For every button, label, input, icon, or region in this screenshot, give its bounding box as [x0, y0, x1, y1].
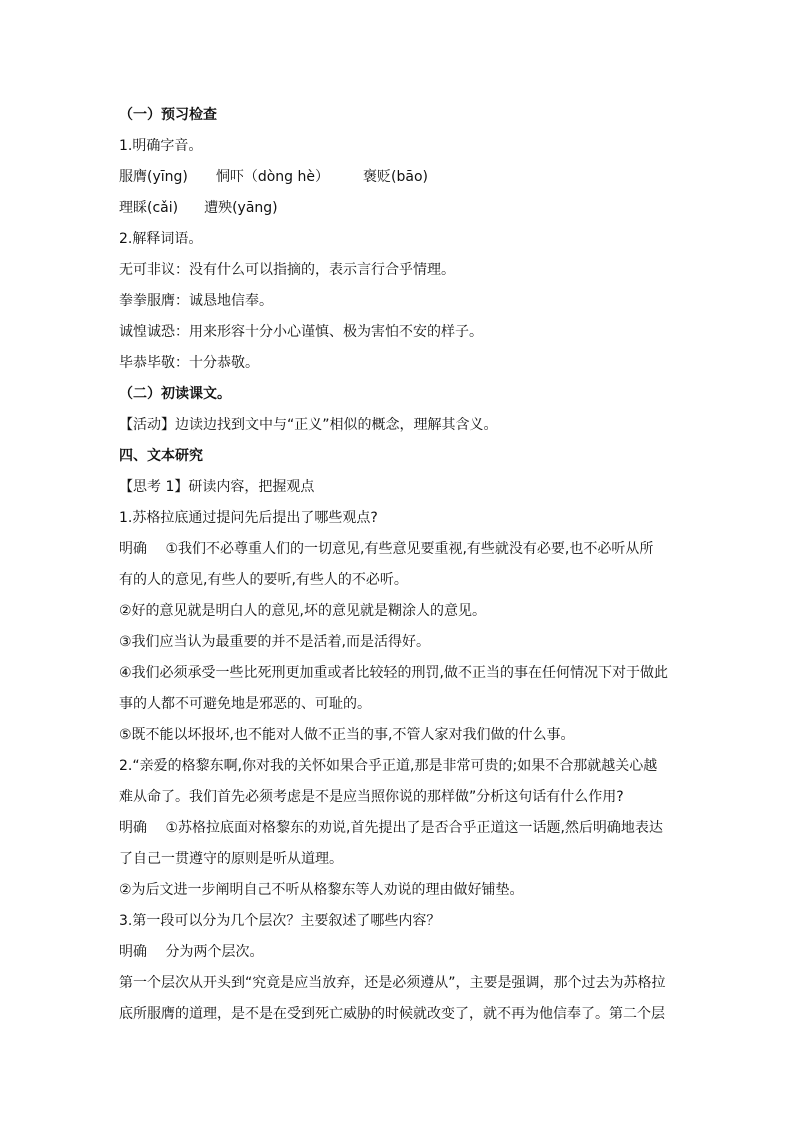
pinyin-item: 遭殃(yāng)	[204, 200, 278, 216]
think-1-heading: 【思考 1】研读内容，把握观点	[119, 479, 315, 495]
study-question-3: 3.第一段可以分为几个层次？主要叙述了哪些内容？	[119, 913, 441, 929]
answer-line: 底所服膺的道理，是不是在受到死亡威胁的时候就改变了，就不再为他信奉了。第二个层	[119, 1006, 665, 1022]
activity-text: 【活动】边读边找到文中与“正义”相似的概念，理解其含义。	[119, 417, 498, 433]
definition: 毕恭毕敬：十分恭敬。	[119, 355, 259, 371]
answer-line: ②好的意见就是明白人的意见,坏的意见就是糊涂人的意见。	[119, 603, 486, 619]
definition: 拳拳服膺：诚恳地信奉。	[119, 293, 273, 309]
section-heading-preview: （一）预习检查	[119, 107, 217, 123]
section-heading-first-read: （二）初读课文。	[119, 386, 231, 402]
question-2: 2.解释词语。	[119, 231, 203, 247]
answer-line: 第一个层次从开头到“究竟是应当放弃，还是必须遵从”，主要是强调，那个过去为苏格拉	[119, 975, 666, 991]
answer-line: 事的人都不可避免地是邪恶的、可耻的。	[119, 696, 371, 712]
study-question-2: 2.“亲爱的格黎东啊,你对我的关怀如果合乎正道,那是非常可贵的;如果不合那就越关心越	[119, 758, 658, 774]
pinyin-item: 理睬(cǎi)	[119, 200, 179, 216]
answer-line: ⑤既不能以坏报坏,也不能对人做不正当的事,不管人家对我们做的什么事。	[119, 727, 575, 743]
document-page	[119, 100, 679, 1030]
study-question-1: 1.苏格拉底通过提问先后提出了哪些观点?	[119, 510, 378, 526]
answer-line: ③我们应当认为最重要的并不是活着,而是活得好。	[119, 634, 430, 650]
pinyin-item: 褒贬(bāo)	[363, 169, 428, 185]
answer-line: ④我们必须承受一些比死刑更加重或者比较轻的刑罚,做不正当的事在任何情况下对于做此	[119, 665, 668, 681]
answer-line: 了自己一贯遵守的原则是听从道理。	[119, 851, 343, 867]
pinyin-row-2	[119, 193, 679, 224]
answer-line: 有的人的意见,有些人的要听,有些人的不必听。	[119, 572, 408, 588]
answer-line: 明确 分为两个层次。	[119, 944, 264, 960]
pinyin-item: 恫吓（dòng hè）	[215, 169, 330, 185]
pinyin-row-1	[119, 162, 679, 193]
question-1: 1.明确字音。	[119, 138, 203, 154]
answer-line: 明确 ①苏格拉底面对格黎东的劝说,首先提出了是否合乎正道这一话题,然后明确地表达	[119, 820, 663, 836]
answer-line: 明确 ①我们不必尊重人们的一切意见,有些意见要重视,有些就没有必要,也不必听从所	[119, 541, 654, 557]
pinyin-item: 服膺(yīng)	[119, 169, 188, 185]
study-question-2-cont: 难从命了。我们首先必须考虑是不是应当照你说的那样做”分析这句话有什么作用?	[119, 789, 624, 805]
definition: 诚惶诚恐：用来形容十分小心谨慎、极为害怕不安的样子。	[119, 324, 483, 340]
answer-line: ②为后文进一步阐明自己不听从格黎东等人劝说的理由做好铺垫。	[119, 882, 524, 898]
section-heading-text-study: 四、文本研究	[119, 448, 203, 464]
definition: 无可非议：没有什么可以指摘的，表示言行合乎情理。	[119, 262, 455, 278]
